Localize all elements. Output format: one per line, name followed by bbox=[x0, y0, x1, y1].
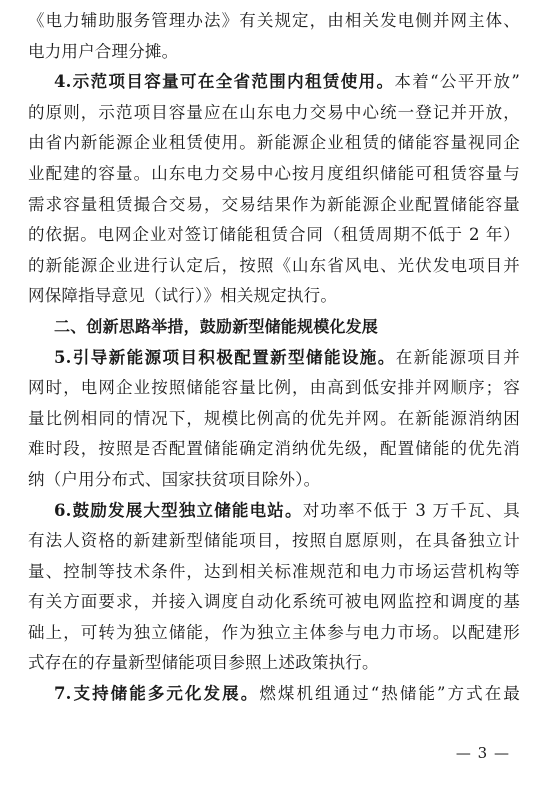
text-line bbox=[28, 496, 520, 527]
line-text: 电力用户合理分摊。 bbox=[28, 41, 179, 61]
text-line bbox=[28, 128, 520, 159]
document-body bbox=[28, 6, 520, 710]
line-text: 纳（户用分布式、国家扶贫项目除外）。 bbox=[28, 469, 321, 489]
text-line bbox=[28, 190, 520, 221]
line-text: 由省内新能源企业租赁使用。新能源企业租赁的储能容量视同企 bbox=[28, 133, 520, 153]
line-text: 《电力辅助服务管理办法》有关规定，由相关发电侧并网主体、 bbox=[28, 11, 520, 30]
item-lead: 5.引导新能源项目积极配置新型储能设施。 bbox=[54, 347, 396, 367]
page-number: — 3 — bbox=[455, 744, 510, 762]
text-line bbox=[28, 465, 520, 496]
line-text: 础上，可转为独立储能，作为独立主体参与电力市场。以配建形 bbox=[28, 622, 520, 642]
line-text: 网时，电网企业按照储能容量比例，由高到低安排并网顺序；容 bbox=[28, 378, 520, 398]
line-text: 量、控制等技术条件，达到相关标准规范和电力市场运营机构等 bbox=[28, 561, 520, 581]
line-text: 的新能源企业进行认定后，按照《山东省风电、光伏发电项目并 bbox=[28, 255, 520, 275]
text-line bbox=[28, 343, 520, 374]
line-text: 量比例相同的情况下，规模比例高的优先并网。在新能源消纳困 bbox=[28, 408, 520, 428]
text-line bbox=[28, 648, 520, 679]
line-text: 需求容量租赁撮合交易，交易结果作为新能源企业配置储能容量 bbox=[28, 194, 520, 214]
line-text: 业配建的容量。山东电力交易中心按月度组织储能可租赁容量与 bbox=[28, 163, 520, 183]
line-text: 燃煤机组通过“热储能”方式在最 bbox=[259, 684, 520, 704]
line-text: 有法人资格的新建新型储能项目，按照自愿原则，在具备独立计 bbox=[28, 531, 520, 551]
text-line bbox=[28, 37, 520, 68]
line-text: 难时段，按照是否配置储能确定消纳优先级，配置储能的优先消 bbox=[28, 439, 520, 459]
text-line bbox=[28, 67, 520, 98]
item-lead: 7.支持储能多元化发展。 bbox=[54, 684, 260, 704]
text-line bbox=[28, 159, 520, 190]
text-line bbox=[28, 220, 520, 251]
line-text: 有关方面要求，并接入调度自动化系统可被电网监控和调度的基 bbox=[28, 592, 520, 612]
text-line bbox=[28, 618, 520, 649]
text-line bbox=[28, 6, 520, 37]
item-lead: 4.示范项目容量可在全省范围内租赁使用。 bbox=[54, 72, 395, 92]
text-line bbox=[28, 434, 520, 465]
line-text: 网保障指导意见（试行）》相关规定执行。 bbox=[28, 286, 338, 306]
item-lead: 6.鼓励发展大型独立储能电站。 bbox=[54, 500, 303, 520]
text-line bbox=[28, 98, 520, 129]
text-line bbox=[28, 373, 520, 404]
line-text: 式存在的存量新型储能项目参照上述政策执行。 bbox=[28, 653, 379, 673]
line-text: 对功率不低于 3 万千瓦、具 bbox=[302, 500, 520, 520]
text-line bbox=[28, 587, 520, 618]
line-text: 本着“公平开放” bbox=[394, 72, 520, 92]
line-text: 在新能源项目并 bbox=[395, 347, 520, 367]
section-heading bbox=[28, 312, 520, 343]
text-line bbox=[28, 404, 520, 435]
text-line bbox=[28, 281, 520, 312]
text-line bbox=[28, 251, 520, 282]
line-text: 的原则，示范项目容量应在山东电力交易中心统一登记并开放， bbox=[28, 102, 520, 122]
line-text: 的依据。电网企业对签订储能租赁合同（租赁周期不低于 2 年） bbox=[28, 225, 520, 245]
line-text: 二、创新思路举措，鼓励新型储能规模化发展 bbox=[54, 316, 379, 336]
text-line bbox=[28, 526, 520, 557]
text-line bbox=[28, 679, 520, 710]
text-line bbox=[28, 557, 520, 588]
